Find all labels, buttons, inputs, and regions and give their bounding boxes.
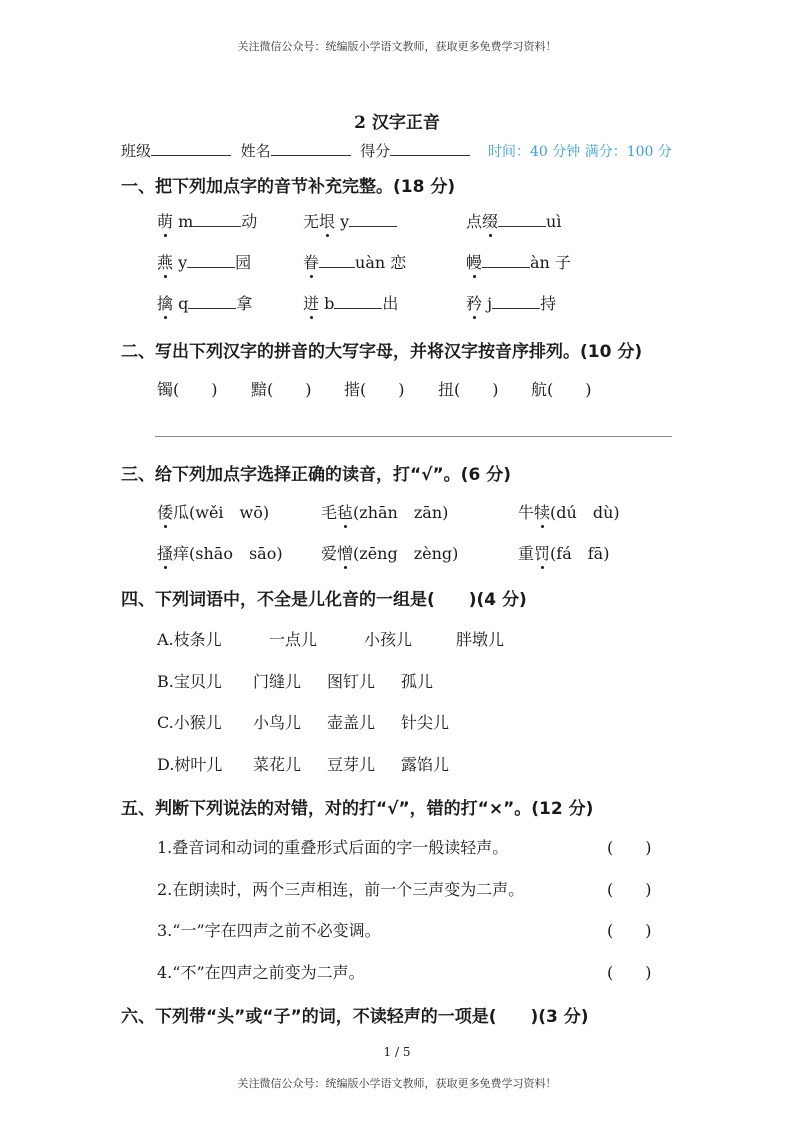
dotted-char: 倭 [157, 500, 173, 523]
option-c[interactable] [157, 710, 222, 733]
option-word: 针尖儿 [401, 713, 450, 732]
item-prefix: 爱 [321, 544, 338, 563]
name-blank[interactable] [271, 141, 351, 156]
answer-blank[interactable] [334, 294, 382, 309]
option-word: 门缝儿 [253, 672, 302, 691]
dotted-char: 燕 [157, 250, 173, 273]
answer-blank[interactable] [498, 212, 546, 227]
s3-item[interactable] [518, 541, 609, 564]
statement-2: 2.在朗读时，两个三声相连，前一个三声变为二声。 [157, 880, 525, 899]
dotted-char: 罚 [534, 541, 550, 564]
pinyin-choices: (zēng zèng) [353, 544, 459, 563]
answer-paren[interactable]: ( ) [607, 838, 652, 857]
pinyin-prefix: m [173, 212, 194, 231]
answer-blank[interactable] [187, 253, 235, 268]
section-6-heading: 六、下列带“头”或“子”的词，不读轻声的一项是( )(3 分) [121, 1007, 589, 1027]
pinyin-prefix: y [173, 253, 188, 272]
item-tail: 拿 [236, 294, 253, 313]
item-tail: 动 [241, 212, 258, 231]
option-word: 一点儿 [269, 630, 318, 649]
section-4-heading: 四、下列词语中，不全是儿化音的一组是( )(4 分) [121, 590, 527, 610]
page-number: 1 / 5 [383, 1045, 411, 1059]
s1-item [157, 291, 252, 314]
answer-line[interactable] [155, 436, 672, 437]
option-word: 露馅儿 [401, 755, 450, 774]
item-tail: 持 [540, 294, 557, 313]
s2-item[interactable]: 镯( ) [157, 380, 218, 399]
pinyin-choices: (zhān zān) [353, 503, 449, 522]
pinyin-prefix: q [173, 294, 189, 313]
pinyin-choices: (fá fā) [550, 544, 610, 563]
dotted-char: 搔 [157, 541, 173, 564]
item-prefix: 毛 [321, 503, 338, 522]
option-word: A.枝条儿 [157, 630, 222, 649]
item-prefix: 牛 [518, 503, 535, 522]
option-word: 图钉儿 [327, 672, 376, 691]
dotted-char: 垠 [319, 209, 335, 232]
s1-item [303, 209, 397, 232]
dotted-char: 萌 [157, 209, 173, 232]
option-word: 胖墩儿 [456, 630, 505, 649]
score-blank[interactable] [390, 141, 470, 156]
s1-item [157, 209, 257, 232]
answer-blank[interactable] [482, 253, 530, 268]
answer-blank[interactable] [193, 212, 241, 227]
pinyin-choices: 瓜(wěi wō) [173, 503, 270, 522]
dotted-char: 擒 [157, 291, 173, 314]
s3-item[interactable] [157, 500, 269, 523]
statement-3: 3.“一”字在四声之前不必变调。 [157, 921, 381, 940]
option-d[interactable] [157, 752, 222, 775]
class-label: 班级 [121, 142, 152, 160]
s1-item [303, 291, 398, 314]
answer-blank[interactable] [188, 294, 236, 309]
section-5-heading: 五、判断下列说法的对错，对的打“√”，错的打“×”。(12 分) [121, 799, 594, 819]
option-word: D.树叶儿 [157, 755, 223, 774]
dotted-char: 犊 [534, 500, 550, 523]
top-banner: 关注微信公众号：统编版小学语文教师，获取更多免费学习资料！ [237, 40, 557, 53]
item-prefix: 无 [303, 212, 320, 231]
dotted-char: 眷 [303, 250, 319, 273]
answer-blank[interactable] [349, 212, 397, 227]
dotted-char: 毡 [337, 500, 353, 523]
item-prefix: 点 [466, 212, 483, 231]
option-word: 豆芽儿 [327, 755, 376, 774]
page-title: 2 汉字正音 [354, 113, 440, 133]
s1-item [466, 291, 556, 314]
section-2-heading: 二、写出下列汉字的拼音的大写字母，并将汉字按音序排列。(10 分) [121, 342, 643, 362]
dotted-char: 憎 [337, 541, 353, 564]
bottom-banner: 关注微信公众号：统编版小学语文教师，获取更多免费学习资料！ [237, 1077, 557, 1090]
answer-paren[interactable]: ( ) [607, 921, 652, 940]
pinyin-prefix: y [335, 212, 350, 231]
s2-item[interactable]: 航( ) [531, 380, 592, 399]
s1-item [303, 250, 406, 273]
pinyin-prefix: b [319, 294, 335, 313]
answer-blank[interactable] [319, 253, 355, 268]
option-b[interactable] [157, 669, 222, 692]
item-prefix: 重 [518, 544, 535, 563]
option-word: C.小猴儿 [157, 713, 222, 732]
statement-4: 4.“不”在四声之前变为二声。 [157, 963, 365, 982]
option-word: 小鸟儿 [253, 713, 302, 732]
dotted-char: 缀 [482, 209, 498, 232]
s2-item[interactable]: 扭( ) [438, 380, 499, 399]
dotted-char: 迸 [303, 291, 319, 314]
item-tail: 出 [382, 294, 399, 313]
score-label: 得分 [360, 142, 391, 160]
name-label: 姓名 [240, 142, 271, 160]
answer-blank[interactable] [492, 294, 540, 309]
item-tail: uì [546, 212, 562, 231]
option-word: 小孩儿 [364, 630, 413, 649]
statement-1: 1.叠音词和动词的重叠形式后面的字一般读轻声。 [157, 838, 509, 857]
s1-item [466, 209, 561, 232]
s2-item[interactable]: 揩( ) [344, 380, 405, 399]
option-a[interactable] [157, 627, 222, 650]
pinyin-choices: (dú dù) [550, 503, 620, 522]
s3-item[interactable] [321, 541, 458, 564]
item-tail: uàn 恋 [355, 253, 407, 272]
answer-paren[interactable]: ( ) [607, 963, 652, 982]
s2-item[interactable]: 黯( ) [251, 380, 312, 399]
option-word: 菜花儿 [253, 755, 302, 774]
option-word: 孤儿 [401, 672, 434, 691]
dotted-char: 幔 [466, 250, 482, 273]
s1-item [466, 250, 571, 273]
s3-item[interactable] [518, 500, 620, 523]
pinyin-prefix: j [482, 294, 493, 313]
item-tail: 园 [235, 253, 252, 272]
option-word: B.宝贝儿 [157, 672, 222, 691]
dotted-char: 矜 [466, 291, 482, 314]
class-blank[interactable] [151, 141, 231, 156]
item-tail: àn 子 [530, 253, 571, 272]
pinyin-choices: 痒(shāo sāo) [173, 544, 283, 563]
section-1-heading: 一、把下列加点字的音节补充完整。(18 分) [121, 177, 456, 197]
s3-item[interactable] [157, 541, 283, 564]
s1-item [157, 250, 251, 273]
section-3-heading: 三、给下列加点字选择正确的读音，打“√”。(6 分) [121, 465, 511, 485]
time-score-info: 时间：40 分钟 满分：100 分 [488, 144, 672, 160]
student-info-line [121, 140, 470, 161]
s3-item[interactable] [321, 500, 448, 523]
answer-paren[interactable]: ( ) [607, 880, 652, 899]
option-word: 壶盖儿 [327, 713, 376, 732]
